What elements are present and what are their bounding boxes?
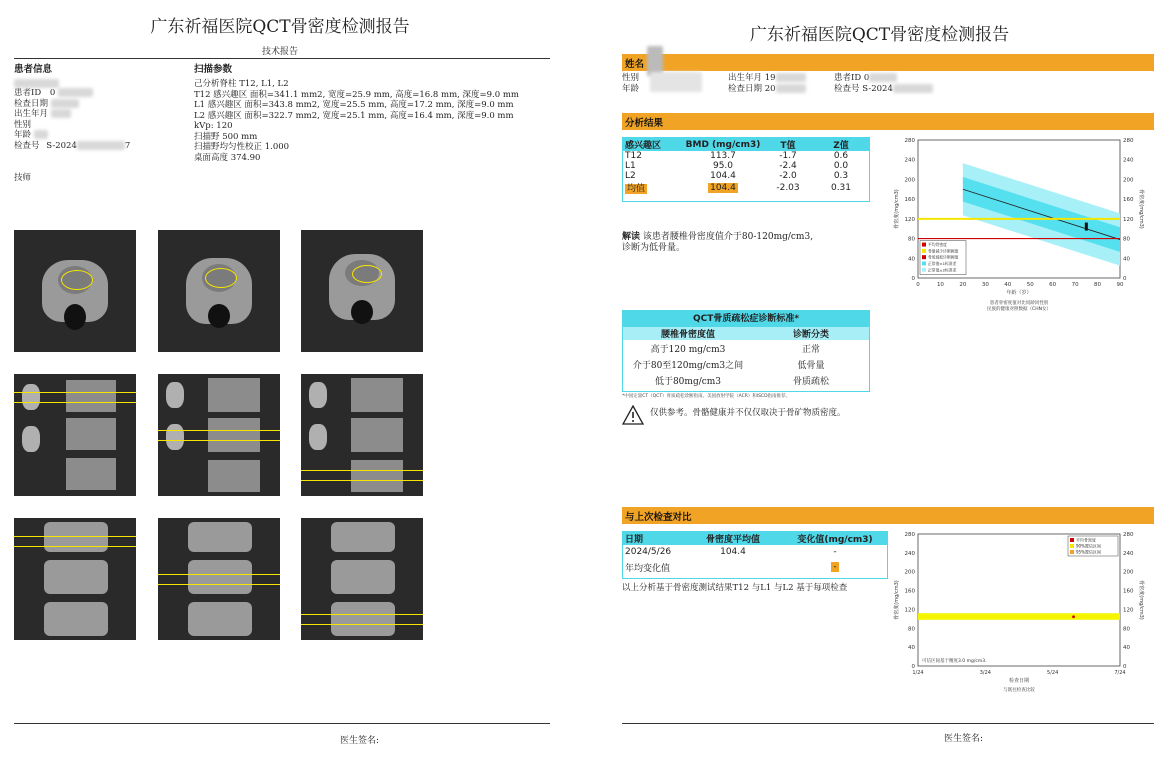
- x-tick-label: 10: [936, 282, 944, 288]
- legend-label: 正常值±2标准差: [928, 267, 957, 273]
- ct-coronal-image-l1: [158, 518, 280, 640]
- bmd-age-chart-svg: [890, 134, 1148, 314]
- y-tick-label-right: 240: [1123, 157, 1134, 164]
- y-tick-label-right: 40: [1123, 645, 1130, 652]
- y-tick-label: 200: [904, 177, 915, 184]
- legend-swatch: [1070, 544, 1074, 548]
- y-tick-label-right: 240: [1123, 550, 1134, 557]
- patient-point: [1072, 615, 1075, 618]
- y-tick-label-right: 200: [1123, 569, 1134, 576]
- legend-label: 正常值±1标准差: [928, 260, 957, 266]
- ct-axial-image-l1: [158, 230, 280, 352]
- ct-axial-image-l2: [301, 230, 423, 352]
- scan-param: T12 感兴趣区 面积=341.1 mm2, 宽度=25.9 mm, 高度=16.8 mm, 深度=9.0 mm: [194, 89, 519, 100]
- patient-id-row: 患者ID 0: [14, 88, 130, 99]
- y-tick-label: 240: [904, 550, 915, 557]
- ct-sagittal-image-l1: [158, 374, 280, 496]
- bmd-age-chart: [890, 134, 1148, 314]
- exam-no-row: 检查号 S-2024 7: [14, 140, 131, 151]
- x-tick-label: 70: [1071, 282, 1079, 288]
- y-tick-label: 160: [904, 197, 915, 204]
- x-tick-label: 50: [1026, 282, 1034, 288]
- patient-info-right: 患者ID 0 检查号 S-2024: [834, 73, 933, 94]
- report-subtitle: 技术报告: [261, 47, 298, 57]
- x-tick-label: 5/24: [1047, 670, 1059, 676]
- birth-row: 出生年月: [14, 109, 130, 120]
- ct-sagittal-image-l2: [301, 374, 423, 496]
- scan-params-heading: 扫描参数: [194, 64, 233, 75]
- legend-swatch: [1070, 550, 1074, 554]
- legend-swatch: [922, 249, 926, 253]
- scan-param: 扫描野 500 mm: [194, 131, 258, 142]
- x-tick-label: 1/24: [912, 670, 924, 676]
- ct-axial-image-t12: [14, 230, 136, 352]
- warning-icon: [622, 405, 644, 428]
- patient-info-middle: 出生年月 19 检查日期 20: [728, 73, 806, 94]
- scan-param: 扫描野均匀性校正 1.000: [194, 142, 290, 152]
- compare-section-bar: 与上次检查对比: [622, 507, 1154, 524]
- legend-swatch: [922, 243, 926, 247]
- table-row: 介于80至120mg/cm3之间 低骨量: [632, 360, 825, 371]
- y-tick-label-right: 80: [1123, 626, 1130, 633]
- ct-coronal-image-t12: [14, 518, 136, 640]
- y-tick-label: 0: [911, 664, 915, 670]
- x-tick-label: 3/24: [979, 670, 991, 676]
- ct-sagittal-image-t12: [14, 374, 136, 496]
- bmd-history-chart-svg: [890, 528, 1148, 700]
- patient-name-bar: [622, 54, 1154, 71]
- exam-date-row: 检查日期: [14, 99, 130, 110]
- legend-label: 平均骨密度: [928, 242, 947, 248]
- patient-point: [1085, 223, 1088, 231]
- scan-param: L2 感兴趣区 面积=322.7 mm2, 宽度=25.1 mm, 高度=16.4 mm, 深度=9.0 mm: [194, 110, 514, 121]
- y-tick-label: 0: [911, 276, 915, 282]
- criteria-footnote: *中国定量CT（QCT）骨质疏松诊断指南、美国放射学院（ACR）和ISCD指南推荐。: [622, 394, 791, 399]
- table-row-mean: 均值 104.4 -2.03 0.31: [627, 182, 852, 194]
- y-tick-label: 200: [904, 569, 915, 576]
- age-row: 年龄: [14, 130, 130, 141]
- y-tick-label-right: 0: [1123, 276, 1127, 282]
- diagnosis-criteria-table: QCT骨质疏松症诊断标准* 腰椎骨密度值 诊断分类 高于120 mg/cm3 正常 介于80至120mg/cm3之间 低骨量 低于80mg/cm3 骨质疏松: [622, 310, 870, 392]
- scan-params-section: [194, 61, 519, 163]
- chart-caption: 与既往检查比较: [1003, 688, 1035, 693]
- bmd-report-page: [600, 0, 1159, 757]
- legend-swatch: [922, 261, 926, 265]
- table-row: L2 104.4 -2.0 0.3: [625, 171, 849, 181]
- patient-info-section: [14, 61, 130, 184]
- legend-label: 骨量减少诊断阈值: [928, 248, 959, 254]
- y-axis-label-right: 骨密度(mg/cm3): [1138, 189, 1144, 229]
- legend-swatch: [922, 268, 926, 272]
- y-tick-label-right: 160: [1123, 197, 1134, 204]
- legend-label: 90%置信区间: [1076, 543, 1101, 549]
- y-tick-label: 120: [904, 216, 915, 223]
- legend-label: 平均骨密度: [1076, 537, 1096, 543]
- y-tick-label-right: 280: [1123, 138, 1134, 144]
- y-tick-label-right: 120: [1123, 607, 1134, 614]
- y-tick-label-right: 120: [1123, 216, 1134, 223]
- x-tick-label: 60: [1049, 282, 1057, 288]
- x-tick-label: 20: [959, 282, 967, 288]
- y-tick-label: 80: [908, 236, 915, 243]
- legend-swatch: [1070, 538, 1074, 542]
- legend-label: 95%置信区间: [1076, 549, 1101, 555]
- table-row: 高于120 mg/cm3 正常: [650, 344, 820, 355]
- scan-param: L1 感兴趣区 面积=343.8 mm2, 宽度=25.5 mm, 高度=17.2 mm, 深度=9.0 mm: [194, 100, 514, 110]
- compare-table: 日期 骨密度平均值 变化值(mg/cm3) 2024/5/26 104.4 - 年均变化值 -: [622, 531, 888, 579]
- y-tick-label: 40: [908, 645, 915, 652]
- footer-divider: [622, 723, 1154, 724]
- legend-label: 骨质疏松诊断阈值: [928, 254, 959, 260]
- doctor-signature-label: 医生签名:: [340, 736, 380, 746]
- y-axis-label: 骨密度(mg/cm3): [894, 189, 900, 229]
- footer-divider: [14, 723, 550, 724]
- x-tick-label: 80: [1094, 282, 1102, 288]
- doctor-signature-label: 医生签名:: [944, 734, 984, 744]
- y-tick-label-right: 280: [1123, 532, 1134, 538]
- results-table: [622, 137, 870, 202]
- table-row: T12 113.7 -1.7 0.6: [625, 151, 849, 161]
- y-tick-label: 240: [904, 157, 915, 164]
- y-tick-label: 120: [904, 607, 915, 614]
- x-axis-label: 年龄（岁）: [1006, 290, 1032, 296]
- y-tick-label: 40: [908, 256, 915, 263]
- table-row: L1 95.0 -2.4 0.0: [625, 161, 849, 171]
- technical-report-page: [0, 0, 560, 757]
- technician-label: 技师: [14, 173, 32, 183]
- report-title: 广东祈福医院QCT骨密度检测报告: [150, 17, 410, 37]
- name-label: 姓名: [625, 59, 645, 70]
- table-row: 年均变化值 -: [625, 562, 837, 574]
- ct-coronal-image-l2: [301, 518, 423, 640]
- y-tick-label: 280: [904, 532, 915, 538]
- y-axis-label-right: 骨密度(mg/cm3): [1138, 580, 1144, 620]
- scan-param: 己分析脊柱 T12, L1, L2: [194, 79, 289, 89]
- x-tick-label: 30: [981, 282, 989, 288]
- report-title: 广东祈福医院QCT骨密度检测报告: [749, 25, 1010, 45]
- y-tick-label: 80: [908, 626, 915, 633]
- chart-caption: 民族的健康对照数据（CHN女）: [987, 307, 1051, 312]
- x-axis-label: 检查日期: [1008, 678, 1030, 684]
- results-table-header: 感兴趣区 BMD (mg/cm3) T值 Z值: [623, 138, 869, 151]
- y-tick-label-right: 200: [1123, 177, 1134, 184]
- compare-note: 以上分析基于骨密度测试结果T12 与L1 与L2 基于每项检查: [622, 583, 848, 593]
- patient-info-left: 性别 年龄: [622, 73, 640, 94]
- results-section-bar: 分析结果: [622, 113, 1154, 130]
- chart-note: 可信区间基于精度3.0 mg/cm3.: [922, 659, 987, 665]
- y-tick-label: 280: [904, 138, 915, 144]
- y-tick-label-right: 160: [1123, 588, 1134, 595]
- y-tick-label-right: 0: [1123, 664, 1127, 670]
- interpretation: 解读 该患者腰椎骨密度值介于80-120mg/cm3, 诊断为低骨量。: [622, 232, 814, 253]
- patient-info-heading: 患者信息: [14, 64, 53, 75]
- redacted-block: [14, 79, 59, 88]
- y-axis-label: 骨密度(mg/cm3): [894, 580, 900, 620]
- y-tick-label: 160: [904, 588, 915, 595]
- x-tick-label: 90: [1116, 282, 1124, 288]
- scan-param: kVp: 120: [194, 121, 233, 131]
- scan-params-list: [194, 79, 519, 163]
- bmd-history-chart: [890, 528, 1148, 700]
- x-tick-label: 0: [916, 282, 920, 288]
- warning-text: 仅供参考。骨骼健康并不仅仅取决于骨矿物质密度。: [650, 408, 846, 418]
- x-tick-label: 40: [1004, 282, 1012, 288]
- legend-swatch: [922, 255, 926, 259]
- x-tick-label: 7/24: [1114, 670, 1126, 676]
- confidence-band: [918, 613, 1120, 620]
- header-divider: [14, 58, 550, 59]
- y-tick-label-right: 40: [1123, 256, 1130, 263]
- y-tick-label-right: 80: [1123, 236, 1130, 243]
- table-row: 2024/5/26 104.4 -: [625, 547, 837, 557]
- table-row: 低于80mg/cm3 骨质疏松: [654, 376, 829, 387]
- scan-param: 桌面高度 374.90: [194, 152, 261, 163]
- chart-caption: 患者骨密度值对比同龄同性别: [989, 301, 1049, 306]
- gender-row: 性别: [14, 119, 32, 130]
